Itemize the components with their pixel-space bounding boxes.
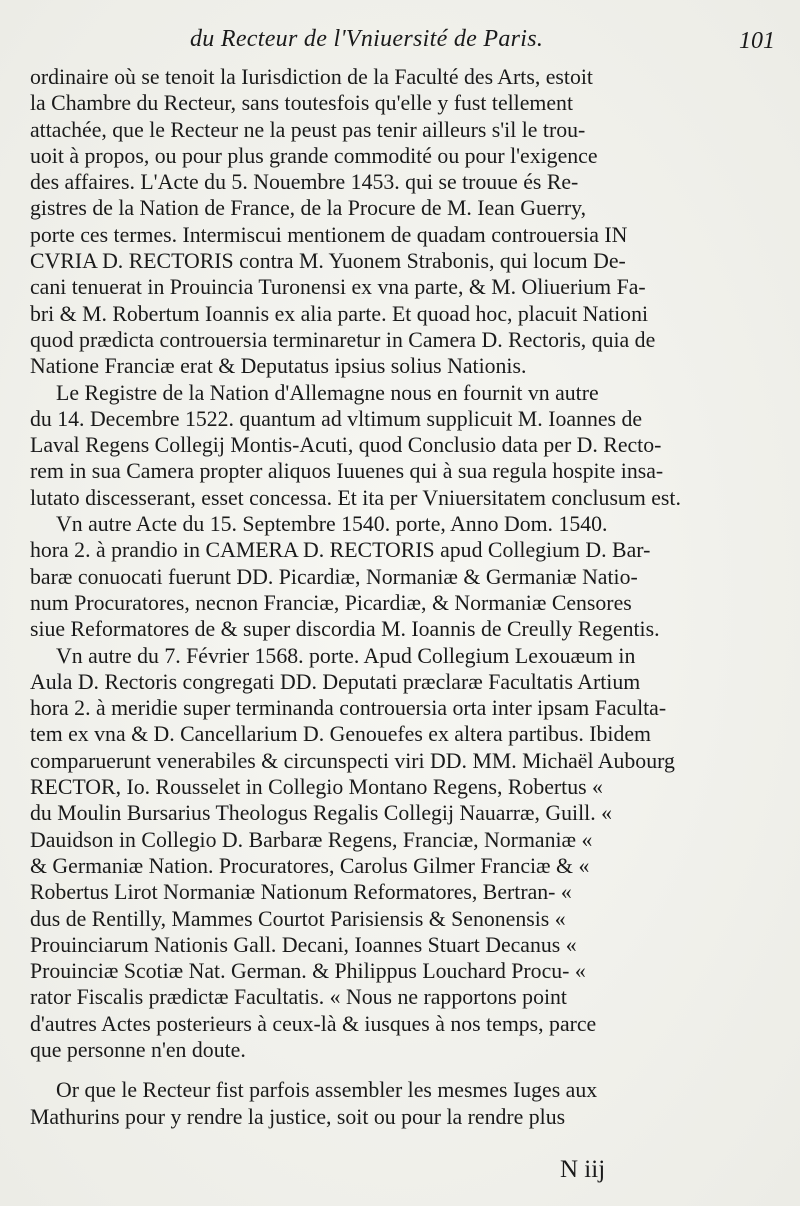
running-title: du Recteur de l'Vniuersité de Paris. — [190, 26, 544, 52]
text-line: Robertus Lirot Normaniæ Nationum Reformatores, Bertran- « — [30, 880, 572, 905]
body-text — [30, 64, 748, 1130]
text-line: Prouinciæ Scotiæ Nat. German. & Philippus Louchard Procu- « — [30, 959, 586, 984]
text-line: Vn autre du 7. Février 1568. porte. Apud Collegium Lexouæum in — [56, 643, 636, 668]
text-line: du 14. Decembre 1522. quantum ad vltimum supplicuit M. Ioannes de — [30, 406, 643, 431]
text-line: bri & M. Robertum Ioannis ex alia parte. Et quoad hoc, placuit Nationi — [30, 301, 649, 326]
text-line: siue Reformatores de & super discordia M. Ioannis de Creully Regentis. — [30, 617, 660, 642]
text-line: Prouinciarum Nationis Gall. Decani, Ioannes Stuart Decanus « — [30, 932, 577, 957]
text-line: d'autres Actes posterieurs à ceux-là & iusques à nos temps, parce — [30, 1011, 597, 1036]
page-number: 101 — [739, 28, 775, 54]
text-line: CVRIA D. RECTORIS contra M. Yuonem Strabonis, qui locum De- — [30, 249, 626, 274]
text-line: la Chambre du Recteur, sans toutesfois qu'elle y fust tellement — [30, 91, 573, 116]
text-line: Or que le Recteur fist parfois assembler les mesmes Iuges aux — [56, 1078, 598, 1103]
paragraph — [30, 511, 748, 642]
text-line: Aula D. Rectoris congregati DD. Deputati præclaræ Facultatis Artium — [30, 669, 641, 694]
text-line: hora 2. à prandio in CAMERA D. RECTORIS apud Collegium D. Bar- — [30, 538, 651, 563]
text-line: que personne n'en doute. — [30, 1037, 246, 1062]
text-line: rem in sua Camera propter aliquos Iuuenes qui à sua regula hospite insa- — [30, 459, 664, 484]
paragraph — [30, 643, 748, 1064]
text-line: cani tenuerat in Prouincia Turonensi ex vna parte, & M. Oliuerium Fa- — [30, 275, 646, 300]
text-line: Natione Franciæ erat & Deputatus ipsius solius Nationis. — [30, 354, 527, 379]
text-line: RECTOR, Io. Rousselet in Collegio Montano Regens, Robertus « — [30, 775, 603, 800]
text-line: Le Registre de la Nation d'Allemagne nous en fournit vn autre — [56, 380, 599, 405]
page-header — [40, 26, 775, 62]
text-line: Dauidson in Collegio D. Barbaræ Regens, Franciæ, Normaniæ « — [30, 827, 593, 852]
text-line: lutato discesserant, esset concessa. Et ita per Vniuersitatem conclusum est. — [30, 485, 681, 510]
text-line: gistres de la Nation de France, de la Procure de M. Iean Guerry, — [30, 196, 587, 221]
text-line: tem ex vna & D. Cancellarium D. Genouefes ex altera partibus. Ibidem — [30, 722, 651, 747]
text-line: porte ces termes. Intermiscui mentionem de quadam controuersia IN — [30, 222, 628, 247]
text-line: hora 2. à meridie super terminanda controuersia orta inter ipsam Faculta- — [30, 696, 667, 721]
text-line: du Moulin Bursarius Theologus Regalis Collegij Nauarræ, Guill. « — [30, 801, 613, 826]
text-line: attachée, que le Recteur ne la peust pas tenir ailleurs s'il le trou- — [30, 117, 586, 142]
text-line: quod prædicta controuersia terminaretur in Camera D. Rectoris, quia de — [30, 327, 656, 352]
text-line: rator Fiscalis prædictæ Facultatis. « Nous ne rapportons point — [30, 985, 567, 1010]
text-line: Mathurins pour y rendre la justice, soit ou pour la rendre plus — [30, 1104, 566, 1129]
text-line: ordinaire où se tenoit la Iurisdiction de la Faculté des Arts, estoit — [30, 65, 593, 89]
paragraph — [30, 1077, 748, 1130]
text-line: Vn autre Acte du 15. Septembre 1540. porte, Anno Dom. 1540. — [56, 512, 608, 537]
signature-mark: N iij — [560, 1156, 606, 1183]
text-line: des affaires. L'Acte du 5. Nouembre 1453. qui se trouue és Re- — [30, 170, 579, 195]
text-line: Laval Regens Collegij Montis-Acuti, quod Conclusio data per D. Recto- — [30, 433, 662, 458]
text-line: & Germaniæ Nation. Procuratores, Carolus Gilmer Franciæ & « — [30, 853, 590, 878]
paragraph — [30, 64, 748, 380]
text-line: num Procuratores, necnon Franciæ, Picardiæ, & Normaniæ Censores — [30, 590, 632, 615]
text-line: uoit à propos, ou pour plus grande commodité ou pour l'exigence — [30, 143, 598, 168]
text-line: comparuerunt venerabiles & circunspecti viri DD. MM. Michaël Aubourg — [30, 748, 675, 773]
paragraph — [30, 380, 748, 511]
text-line: baræ conuocati fuerunt DD. Picardiæ, Normaniæ & Germaniæ Natio- — [30, 564, 638, 589]
text-line: dus de Rentilly, Mammes Courtot Parisiensis & Senonensis « — [30, 906, 566, 931]
paragraph-gap — [30, 1063, 748, 1077]
